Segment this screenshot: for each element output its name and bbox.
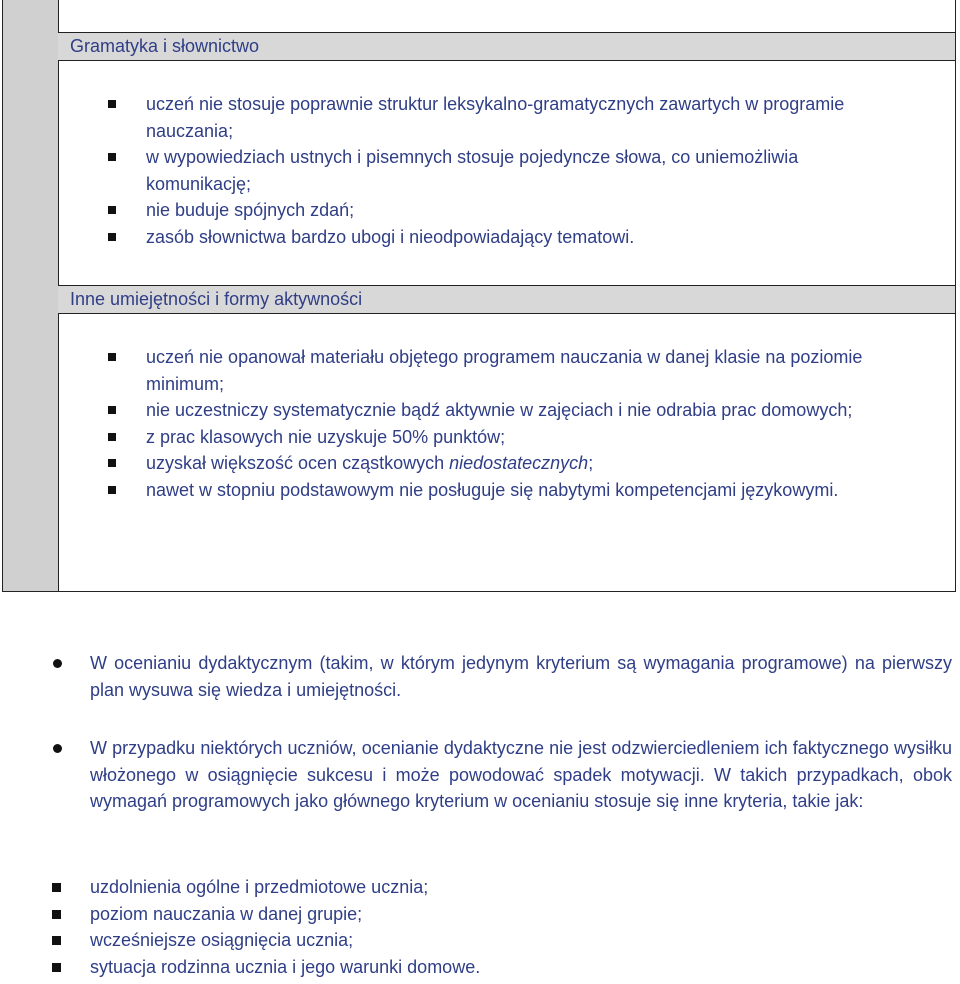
square-bullet-icon (108, 206, 116, 214)
list-item: nie buduje spójnych zdań; (108, 197, 908, 224)
list-item: w wypowiedziach ustnych i pisemnych stosuje pojedyncze słowa, co uniemożliwia komunikację; (108, 144, 908, 197)
list-item: uczeń nie stosuje poprawnie struktur leksykalno-gramatycznych zawartych w programie nauczania; (108, 91, 908, 144)
square-bullet-icon (108, 353, 116, 361)
square-bullet-icon (108, 406, 116, 414)
round-bullet-icon (53, 659, 62, 668)
square-bullet-icon (108, 100, 116, 108)
square-bullet-icon (52, 963, 61, 972)
square-bullet-icon (52, 936, 61, 945)
list-item: z prac klasowych nie uzyskuje 50% punktów; (108, 424, 908, 451)
list-item: uczeń nie opanował materiału objętego programem nauczania w danej klasie na poziomie minimum; (108, 344, 908, 397)
other-skills-list (108, 344, 908, 503)
square-bullet-icon (108, 153, 116, 161)
list-item: sytuacja rodzinna ucznia i jego warunki domowe. (52, 954, 912, 981)
paragraph-1: W ocenianiu dydaktycznym (takim, w którym jedynym kryterium są wymagania programowe) na pierwszy plan wysuwa się wiedza i umiejętności. (90, 650, 952, 703)
table-right-border (955, 0, 956, 592)
square-bullet-icon (108, 486, 116, 494)
round-bullet-icon (53, 744, 62, 753)
paragraph-2: W przypadku niektórych uczniów, ocenianie dydaktyczne nie jest odzwierciedleniem ich faktycznego wysiłku włożonego w osiągnięcie sukcesu i może powodować spadek motywacji. W takich przypadkach, obok wymagań programowych jako głównego kryterium w ocenianiu stosuje się inne kryteria, takie jak: (90, 735, 952, 815)
list-item: nie uczestniczy systematycznie bądź aktywnie w zajęciach i nie odrabia prac domowych; (108, 397, 908, 424)
list-item: uzyskał większość ocen cząstkowych niedostatecznych; (108, 450, 908, 477)
list-item: uzdolnienia ogólne i przedmiotowe ucznia; (52, 874, 912, 901)
grammar-list (108, 91, 908, 250)
criteria-list (52, 874, 912, 980)
square-bullet-icon (108, 433, 116, 441)
section-header-grammar: Gramatyka i słownictwo (58, 32, 955, 61)
list-item: poziom nauczania w danej grupie; (52, 901, 912, 928)
square-bullet-icon (108, 233, 116, 241)
square-bullet-icon (108, 459, 116, 467)
list-item: zasób słownictwa bardzo ubogi i nieodpowiadający tematowi. (108, 224, 908, 251)
square-bullet-icon (52, 910, 61, 919)
list-item: nawet w stopniu podstawowym nie posługuje się nabytymi kompetencjami językowymi. (108, 477, 908, 504)
section-header-other-skills: Inne umiejętności i formy aktywności (58, 285, 955, 314)
table-left-column (2, 0, 59, 592)
square-bullet-icon (52, 883, 61, 892)
list-item: wcześniejsze osiągnięcia ucznia; (52, 927, 912, 954)
table-bottom-border (2, 591, 956, 592)
